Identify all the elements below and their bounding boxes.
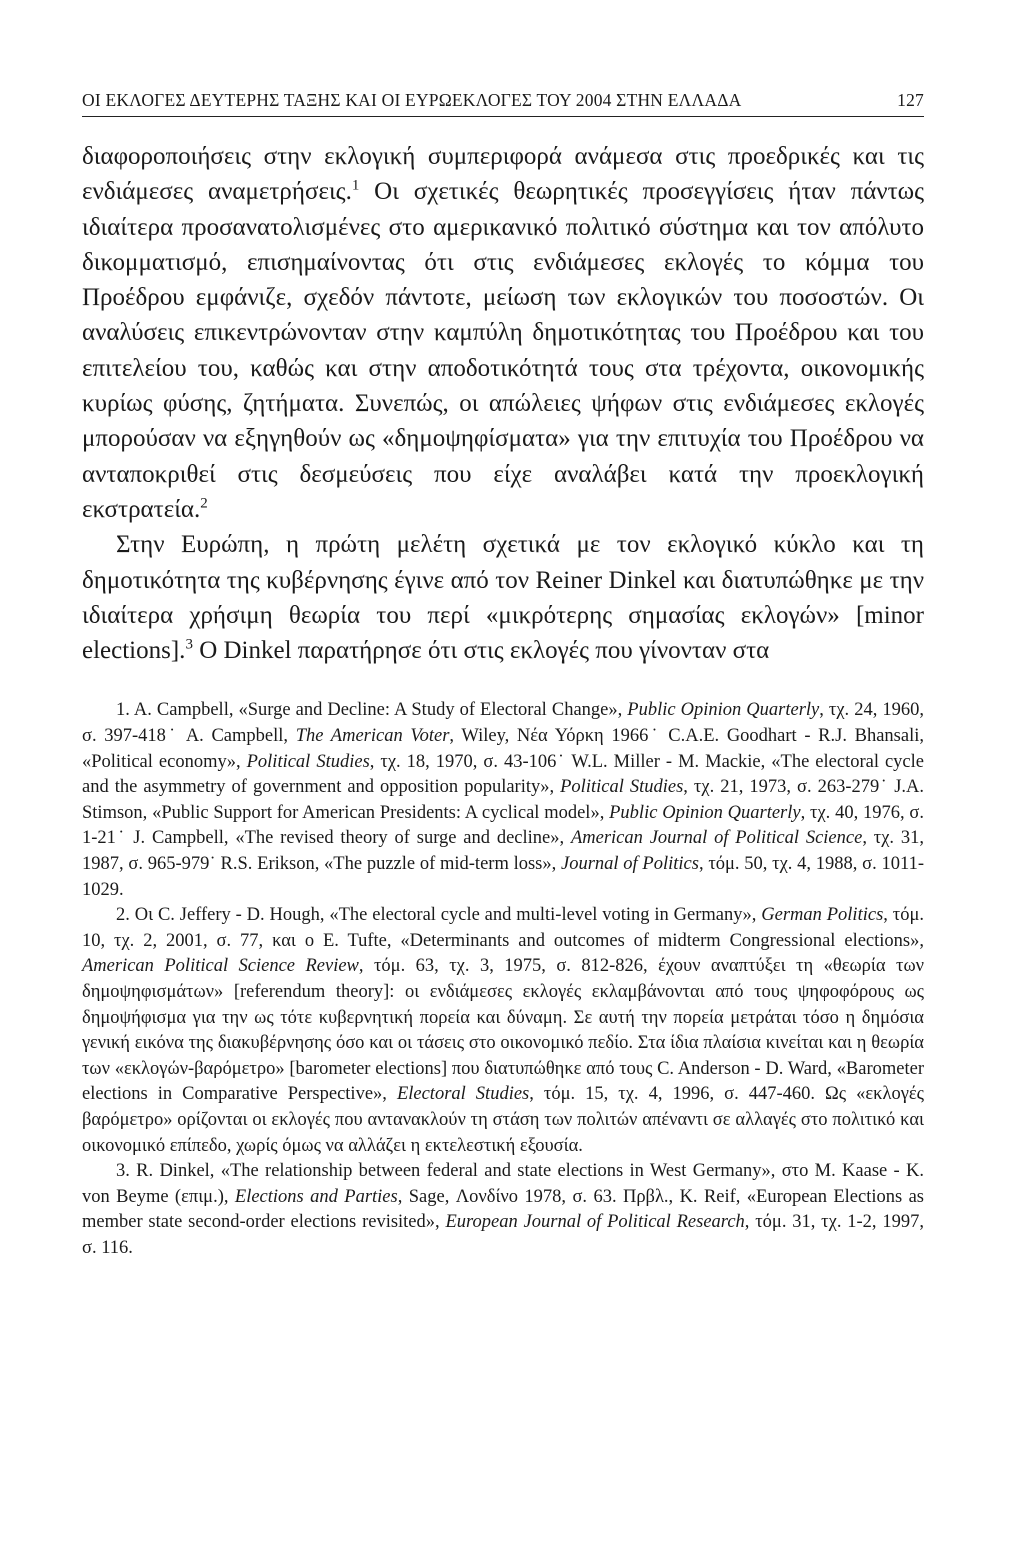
paragraph-2-part-a: Στην Ευρώπη, η πρώτη μελέτη σχετικά με τον εκλογικό κύκλο και τη δημοτικότητα της κυβέρνησης έγινε από τον Reiner Dinkel και διατυπώθηκε με την ιδιαίτερα χρήσιμη θεωρία του περί «μικρότερης σημασίας εκλογών» [minor elections]. (82, 531, 924, 665)
paragraph-1-part-b: Οι σχετικές θεωρητικές προσεγγίσεις ήταν πάντως ιδιαίτερα προσανατολισμένες στο αμερικανικό πολιτικό σύστημα και τον απόλυτο δικομματισμό, επισημαίνοντας ότι στις ενδιάμεσες εκλογές το κόμμα του Προέδρου εμφάνιζε, σχεδόν πάντοτε, μείωση των εκλογικών του ποσοστών. Οι αναλύσεις επικεντρώνονταν στην καμπύλη δημοτικότητας του Προέδρου και του επιτελείου του, καθώς και στην αποδοτικότητά τους στα τρέχοντα, οικονομικής κυρίως φύσης, ζητήματα. Συνεπώς, οι απώλειες ψήφων στις ενδιάμεσες εκλογές μπορούσαν να εξηγηθούν ως «δημοψηφίσματα» για την επιτυχία του Προέδρου να ανταποκριθεί στις δεσμεύσεις που είχε αναλάβει κατά την προεκλογική εκστρατεία. (82, 178, 924, 523)
fn-text: , τόμ. 10, τχ. 2, 2001, σ. 77, και ο E. Tufte, «Determinants and outcomes of midterm Congressional elections», (82, 905, 924, 951)
fn-text: 1. A. Campbell, «Surge and Decline: A Study of Electoral Change», (116, 700, 628, 721)
fn-journal: European Journal of Political Research (445, 1212, 745, 1233)
footnotes (82, 698, 924, 1261)
fn-book: Elections and Parties (234, 1186, 398, 1207)
fn-journal: Political Studies (246, 751, 370, 772)
paragraph-1 (82, 139, 924, 527)
running-title: ΟΙ ΕΚΛΟΓΕΣ ΔΕΥΤΕΡΗΣ ΤΑΞΗΣ ΚΑΙ ΟΙ ΕΥΡΩΕΚΛΟΓΕΣ ΤΟΥ 2004 ΣΤΗΝ ΕΛΛΑΔΑ (82, 90, 742, 110)
fn-text: , τχ. 18, 1970, σ. 43-106˙ W.L. Miller - M. Mackie, «The electoral cycle and the asymmetry of government and opposition popularity», (82, 751, 924, 798)
paragraph-2 (82, 527, 924, 668)
fn-text: , τόμ. 15, τχ. 4, 1996, σ. 447-460. Ως «εκλογές βαρόμετρο» ορίζονται οι εκλογές που αντανακλούν τη στάση των πολιτών απέναντι σε αλλαγές στο πολιτικό και οικονομικό επίπεδο, χωρίς όμως να αλλάζει η εκτελεστική εξουσία. (82, 1084, 924, 1156)
fn-text: , Sage, Λονδίνο 1978, σ. 63. Πρβλ., K. Reif, «European Elections as member state second-order elections revisited», (82, 1186, 924, 1233)
fn-journal: Journal of Politics (561, 854, 699, 875)
fn-journal: Political Studies (560, 777, 684, 798)
fn-text: , τόμ. 63, τχ. 3, 1975, σ. 812-826, έχουν αναπτύξει τη «θεωρία των δημοψηφισμάτων» [referendum theory]: οι ενδιάμεσες εκλογές εκλαμβάνονται από τους ψηφοφόρους ως δημοψήφισμα για την ως τότε κυβερνητική πορεία και δύναμη. Σε αυτή την πορεία μετράται τόσο η δημόσια γενική εικόνα της διακυβέρνησης όσο και οι τάσεις στο οικονομικό πεδίο. Στα ίδια πλαίσια κινείται και η θεωρία των «εκλογών-βαρόμετρο» [barometer elections] που διατυπώθηκε από τους C. Anderson - D. Ward, «Barometer elections in Comparative Perspective», (82, 956, 924, 1105)
fn-journal: The American Voter (295, 726, 450, 747)
fn-text: , τχ. 24, 1960, σ. 397-418˙ A. Campbell, (82, 700, 924, 747)
fn-journal: Electoral Studies (396, 1084, 530, 1105)
fn-text: , τόμ. 50, τχ. 4, 1988, σ. 1011-1029. (82, 854, 924, 900)
footnote-3 (82, 1159, 924, 1261)
fn-text: 2. Οι C. Jeffery - D. Hough, «The electoral cycle and multi-level voting in Germany», (116, 905, 762, 926)
fn-journal: American Journal of Political Science (570, 828, 863, 849)
fn-text: , τχ. 21, 1973, σ. 263-279˙ J.A. Stimson, «Public Support for American Presidents: A cyclical model», (82, 777, 925, 823)
fn-text: 3. R. Dinkel, «The relationship between federal and state elections in West Germany», στο M. Kaase - K. von Beyme (επιμ.), (82, 1161, 924, 1207)
running-header (82, 90, 924, 117)
fn-text: , τόμ. 31, τχ. 1-2, 1997, σ. 116. (82, 1212, 924, 1258)
footnote-ref-3: 3 (185, 636, 193, 653)
fn-journal: Public Opinion Quarterly (627, 700, 820, 721)
fn-journal: German Politics (761, 905, 884, 926)
fn-journal: Public Opinion Quarterly (609, 802, 801, 823)
page-number: 127 (897, 90, 924, 110)
fn-text: , τχ. 40, 1976, σ. 1-21˙ J. Campbell, «The revised theory of surge and decline», (82, 802, 924, 849)
footnote-ref-2: 2 (200, 495, 208, 512)
fn-text: , Wiley, Νέα Υόρκη 1966˙ C.A.E. Goodhart - R.J. Bhansali, «Political economy», (82, 726, 924, 772)
fn-journal: American Political Science Review (82, 956, 359, 977)
fn-text: , τχ. 31, 1987, σ. 965-979˙ R.S. Erikson, «The puzzle of mid-term loss», (82, 828, 924, 875)
footnote-ref-1: 1 (351, 177, 360, 194)
paragraph-1-part-a: διαφοροποιήσεις στην εκλογική συμπεριφορά ανάμεσα στις προεδρικές και τις ενδιάμεσες αναμετρήσεις. (82, 143, 924, 206)
main-text (82, 139, 924, 668)
footnote-2 (82, 903, 924, 1159)
book-page (82, 90, 924, 1262)
paragraph-2-part-b: Ο Dinkel παρατήρησε ότι στις εκλογές που γίνονταν στα (192, 637, 770, 665)
footnote-1 (82, 698, 924, 903)
